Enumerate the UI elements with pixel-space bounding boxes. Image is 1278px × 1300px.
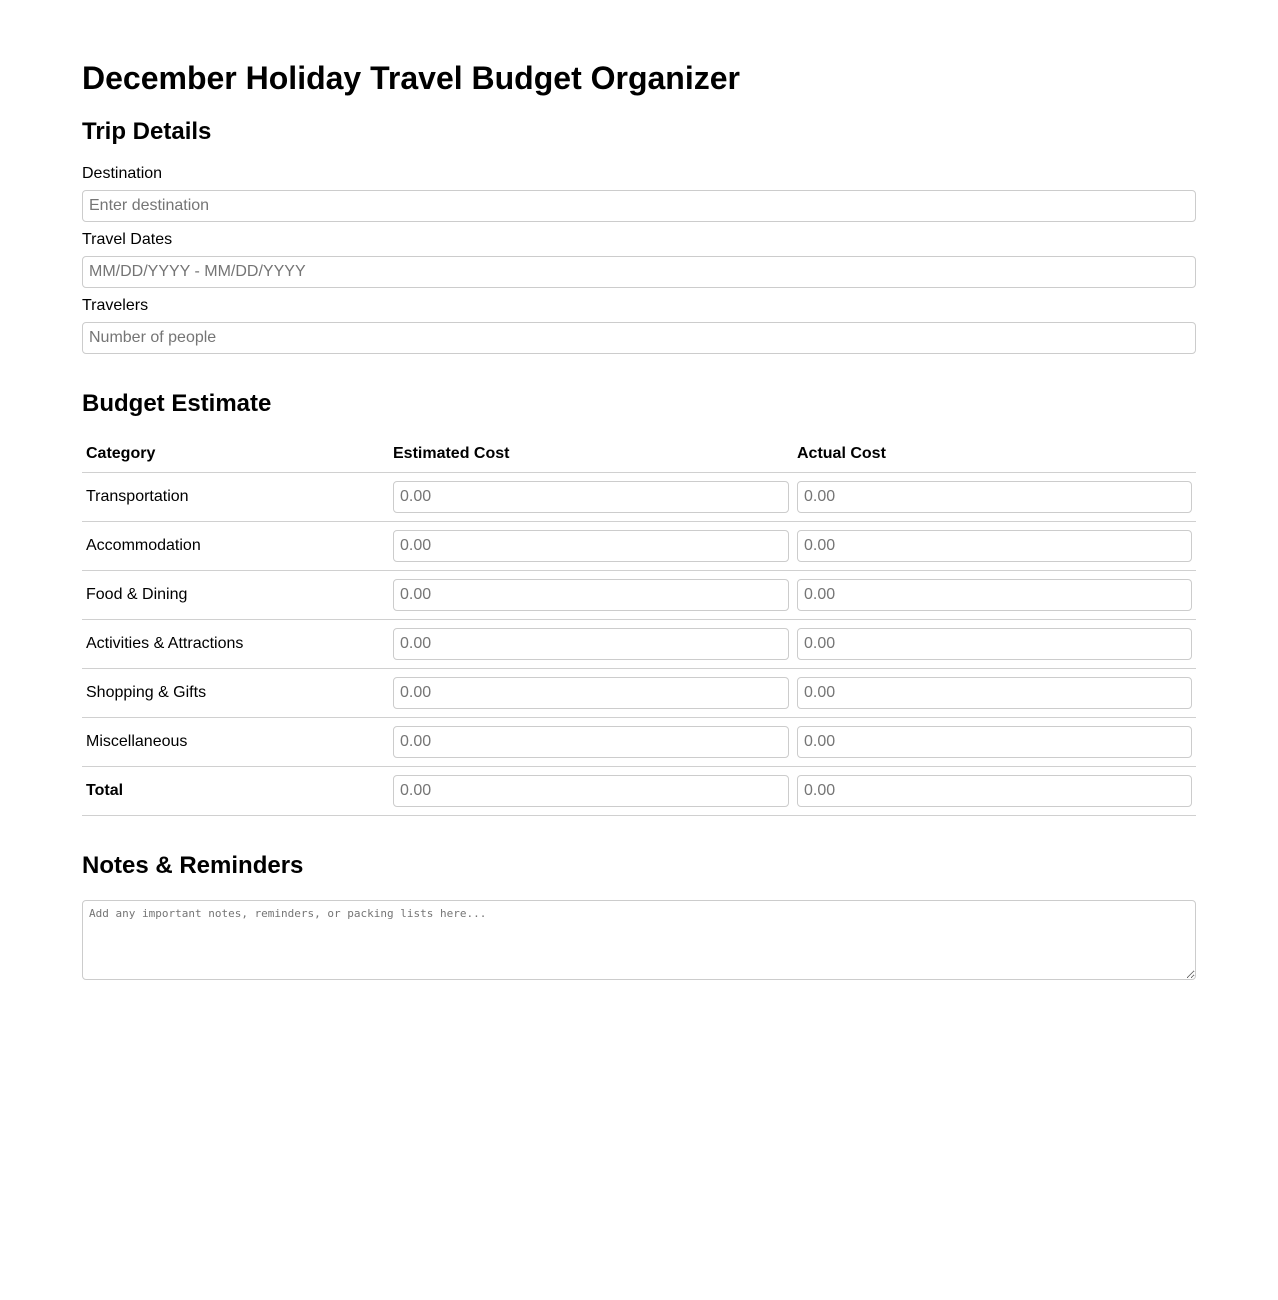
column-header-category: Category (82, 435, 389, 473)
destination-input[interactable] (82, 190, 1196, 222)
table-row-food-dining (82, 571, 1196, 620)
travel-dates-label: Travel Dates (82, 231, 173, 248)
travelers-label: Travelers (82, 297, 149, 314)
shopping-gifts-estimated-input[interactable] (393, 677, 789, 709)
transportation-actual-input[interactable] (797, 481, 1192, 513)
table-row-transportation (82, 473, 1196, 522)
category-cell: Food & Dining (82, 571, 389, 620)
travel-dates-input[interactable] (82, 256, 1196, 288)
miscellaneous-estimated-input[interactable] (393, 726, 789, 758)
table-row-total (82, 767, 1196, 816)
accommodation-actual-input[interactable] (797, 530, 1192, 562)
total-actual-input[interactable] (797, 775, 1192, 807)
travelers-input[interactable] (82, 322, 1196, 354)
category-cell: Accommodation (82, 522, 389, 571)
page-title: December Holiday Travel Budget Organizer (82, 60, 740, 96)
table-row-activities (82, 620, 1196, 669)
activities-actual-input[interactable] (797, 628, 1192, 660)
table-header-row (82, 435, 1196, 473)
category-cell: Activities & Attractions (82, 620, 389, 669)
food-dining-estimated-input[interactable] (393, 579, 789, 611)
table-row-shopping-gifts (82, 669, 1196, 718)
miscellaneous-actual-input[interactable] (797, 726, 1192, 758)
table-row-accommodation (82, 522, 1196, 571)
category-cell: Shopping & Gifts (82, 669, 389, 718)
total-label: Total (82, 767, 389, 816)
food-dining-actual-input[interactable] (797, 579, 1192, 611)
column-header-estimated-cost: Estimated Cost (389, 435, 793, 473)
notes-textarea[interactable] (82, 900, 1196, 980)
budget-estimate-heading: Budget Estimate (82, 390, 272, 417)
category-cell: Miscellaneous (82, 718, 389, 767)
total-estimated-input[interactable] (393, 775, 789, 807)
destination-label: Destination (82, 165, 163, 182)
budget-table (82, 435, 1196, 816)
activities-estimated-input[interactable] (393, 628, 789, 660)
column-header-actual-cost: Actual Cost (793, 435, 1196, 473)
notes-heading: Notes & Reminders (82, 852, 304, 879)
category-cell: Transportation (82, 473, 389, 522)
trip-details-heading: Trip Details (82, 118, 212, 145)
shopping-gifts-actual-input[interactable] (797, 677, 1192, 709)
transportation-estimated-input[interactable] (393, 481, 789, 513)
accommodation-estimated-input[interactable] (393, 530, 789, 562)
table-row-miscellaneous (82, 718, 1196, 767)
